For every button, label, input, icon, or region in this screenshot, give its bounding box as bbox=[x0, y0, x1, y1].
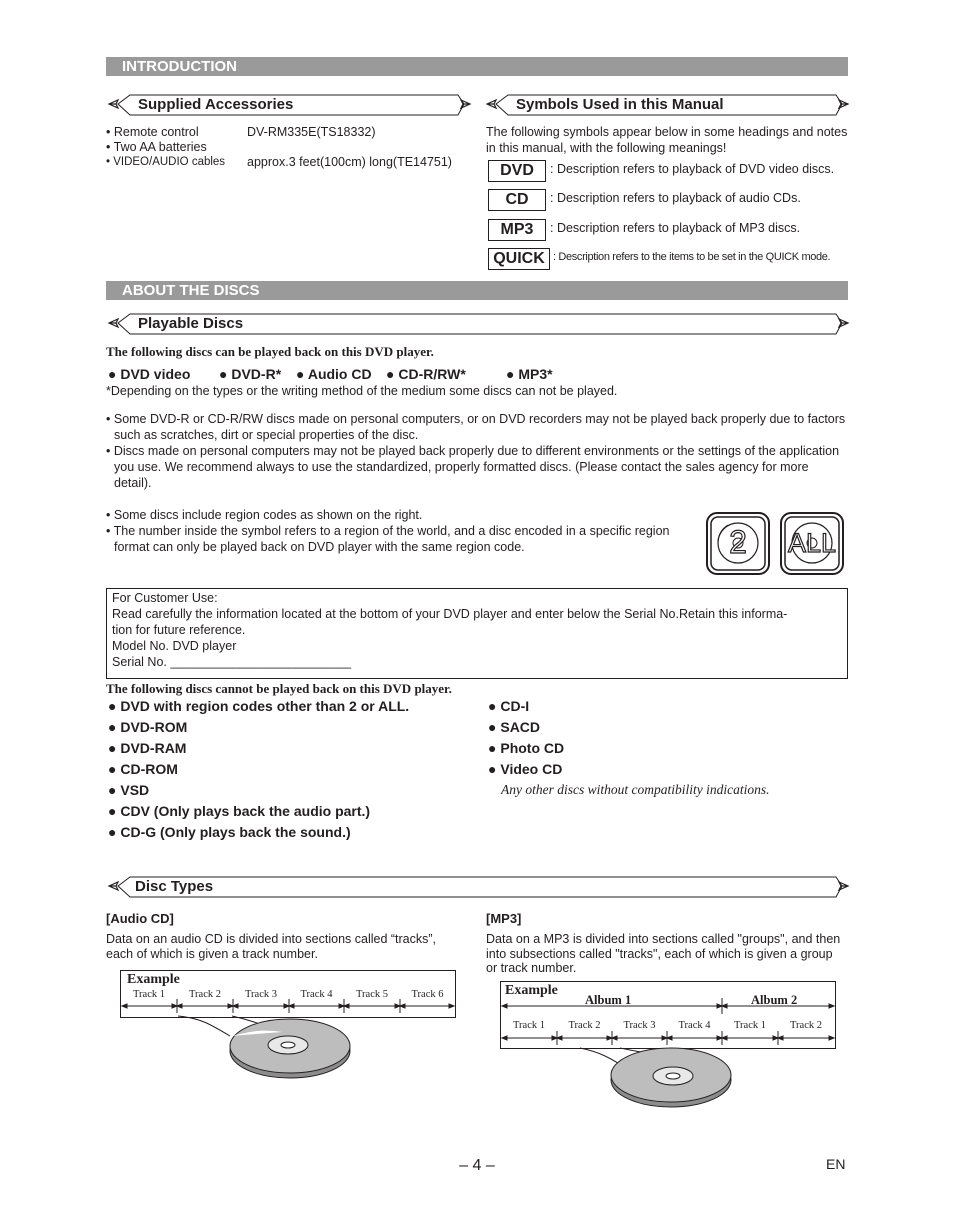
note-item: • Some DVD-R or CD-R/RW discs made on personal computers, or on DVD recorders may not be played back properly due to factors such as scratches, dirt or special properties of the disc. bbox=[106, 412, 846, 442]
note-text: The number inside the symbol refers to a region of the world, and a disc encoded in a specific region format can only be played back on DVD player with the same region code. bbox=[113, 524, 670, 554]
region-code-label: ALL bbox=[787, 528, 837, 558]
other-discs-note: Any other discs without compatibility indications. bbox=[501, 782, 770, 797]
disc-name: Video CD bbox=[500, 761, 563, 777]
section-title: ABOUT THE DISCS bbox=[122, 282, 260, 299]
header-title: Playable Discs bbox=[138, 315, 244, 332]
customer-line: Serial No. __________________________ bbox=[112, 655, 352, 669]
list-item: ● Audio CD bbox=[296, 366, 372, 382]
not-playable-right-list bbox=[488, 696, 828, 780]
note-text: Discs made on personal computers may not be played back properly due to different environments or the settings of the application you use. We recommend always to use the standardized, properly formatted discs. (Please contact the sales agency for more detail). bbox=[113, 444, 840, 490]
disc-name: CD-ROM bbox=[120, 761, 178, 777]
list-item: ● CD-R/RW* bbox=[386, 366, 466, 382]
disc-name: MP3* bbox=[518, 366, 553, 382]
region-notes bbox=[106, 507, 676, 555]
list-item: ● SACD bbox=[488, 719, 541, 735]
list-item: ● DVD-RAM bbox=[108, 740, 187, 756]
note-text: Some discs include region codes as shown on the right. bbox=[113, 508, 423, 522]
list-item: ● Video CD bbox=[488, 761, 563, 777]
track-label: Track 6 bbox=[411, 989, 444, 1000]
disc-name: DVD with region codes other than 2 or ALL. bbox=[120, 698, 410, 714]
list-item bbox=[106, 139, 476, 154]
header-frame-icon bbox=[106, 876, 850, 898]
track-label: Track 2 bbox=[189, 989, 221, 1000]
disc-name: CDV (Only plays back the audio part.) bbox=[120, 803, 371, 819]
track-arrows-icon bbox=[501, 982, 835, 1048]
disc-name: Photo CD bbox=[500, 740, 565, 756]
disc-name: DVD-R* bbox=[231, 366, 282, 382]
album-label: Album 1 bbox=[585, 993, 632, 1007]
customer-line: tion for future reference. bbox=[112, 623, 246, 637]
track-label: Track 1 bbox=[513, 1020, 545, 1031]
playable-lead: The following discs can be played back on this DVD player. bbox=[106, 344, 434, 359]
track-label: Track 1 bbox=[133, 989, 165, 1000]
customer-line: For Customer Use: bbox=[112, 591, 218, 605]
track-label: Track 4 bbox=[300, 989, 333, 1000]
symbols-header bbox=[484, 94, 850, 116]
audio-disc-icon bbox=[170, 1010, 370, 1100]
disc-name: DVD-ROM bbox=[120, 719, 188, 735]
region-2-icon bbox=[706, 512, 770, 575]
disc-name: DVD-RAM bbox=[120, 740, 187, 756]
mp3-heading: [MP3] bbox=[486, 911, 522, 926]
list-item: ● DVD with region codes other than 2 or ALL. bbox=[108, 698, 410, 714]
page-number: – 4 – bbox=[459, 1157, 495, 1174]
dvd-symbol-icon: DVD bbox=[488, 160, 546, 182]
audio-cd-heading: [Audio CD] bbox=[106, 911, 174, 926]
list-item: ● CD-G (Only plays back the sound.) bbox=[108, 824, 351, 840]
example-label: Example bbox=[127, 972, 180, 987]
symbol-description: : Description refers to the items to be set in the QUICK mode. bbox=[553, 251, 831, 263]
item-name: • VIDEO/AUDIO cables bbox=[106, 156, 226, 168]
track-label: Track 3 bbox=[245, 989, 277, 1000]
quick-symbol-icon: QUICK bbox=[488, 248, 550, 270]
list-item: ● CDV (Only plays back the audio part.) bbox=[108, 803, 371, 819]
album-label: Album 2 bbox=[751, 993, 798, 1007]
cd-symbol-icon: CD bbox=[488, 189, 546, 211]
section-title: INTRODUCTION bbox=[122, 58, 237, 75]
list-item: ● VSD bbox=[108, 782, 150, 798]
note-item: • Discs made on personal computers may not be played back properly due to different environments or the settings of the application you use. We recommend always to use the standardized, properly formatted discs. (Please contact the sales agency for more detail). bbox=[106, 444, 840, 490]
disc-name: Audio CD bbox=[307, 366, 372, 382]
list-item: ● DVD-R* bbox=[219, 366, 282, 382]
disc-name: VSD bbox=[120, 782, 150, 798]
customer-line: Read carefully the information located at the bottom of your DVD player and enter below the Serial No.Retain this informa- bbox=[112, 607, 788, 621]
mp3-text: Data on a MP3 is divided into sections called "groups", and then into subsections called "tracks", each of which is given a group or track number. bbox=[486, 932, 841, 975]
list-item bbox=[106, 124, 476, 139]
symbol-description: : Description refers to playback of DVD video discs. bbox=[550, 162, 835, 176]
track-label: Track 2 bbox=[568, 1020, 601, 1031]
section-bar-about-discs bbox=[106, 281, 848, 300]
not-playable-lead: The following discs cannot be played back on this DVD player. bbox=[106, 681, 452, 696]
note-item: • Some discs include region codes as shown on the right. bbox=[106, 508, 423, 522]
item-name: • Two AA batteries bbox=[106, 140, 207, 154]
list-item: ● MP3* bbox=[506, 366, 553, 382]
track-label: Track 4 bbox=[678, 1020, 711, 1031]
language-label: EN bbox=[826, 1156, 846, 1172]
example-label: Example bbox=[505, 983, 558, 998]
track-label: Track 1 bbox=[734, 1020, 766, 1031]
playable-discs-header bbox=[106, 313, 850, 335]
mp3-symbol-icon: MP3 bbox=[488, 219, 546, 241]
region-all-icon bbox=[780, 512, 844, 575]
list-item: ● DVD-ROM bbox=[108, 719, 188, 735]
symbol-description: : Description refers to playback of audio CDs. bbox=[550, 191, 801, 205]
supplied-list bbox=[106, 124, 476, 169]
not-playable-left-list bbox=[108, 696, 478, 843]
disc-name: CD-I bbox=[500, 698, 530, 714]
symbols-intro: The following symbols appear below in some headings and notes in this manual, with the following meanings! bbox=[486, 125, 848, 155]
track-label: Track 3 bbox=[623, 1020, 656, 1031]
audio-cd-text: Data on an audio CD is divided into sections called “tracks”, each of which is given a track number. bbox=[106, 932, 437, 961]
customer-use-box bbox=[106, 588, 848, 679]
track-label: Track 5 bbox=[356, 989, 388, 1000]
playable-notes bbox=[106, 411, 846, 491]
supplied-accessories-header bbox=[106, 94, 472, 116]
region-code-label: 2 bbox=[729, 524, 747, 560]
symbol-description: : Description refers to playback of MP3 discs. bbox=[550, 221, 801, 235]
section-bar-introduction bbox=[106, 57, 848, 76]
track-label: Track 2 bbox=[790, 1020, 822, 1031]
mp3-disc-icon bbox=[560, 1040, 760, 1120]
playable-footnote: *Depending on the types or the writing method of the medium some discs can not be played. bbox=[106, 384, 618, 398]
disc-name: CD-R/RW* bbox=[398, 366, 466, 382]
disc-name: DVD video bbox=[120, 366, 191, 382]
note-item: • The number inside the symbol refers to a region of the world, and a disc encoded in a specific region format can only be played back on DVD player with the same region code. bbox=[106, 524, 670, 554]
note-text: Some DVD-R or CD-R/RW discs made on personal computers, or on DVD recorders may not be played back properly due to factors such as scratches, dirt or special properties of the disc. bbox=[113, 412, 846, 442]
disc-name: SACD bbox=[500, 719, 541, 735]
item-value: DV-RM335E(TS18332) bbox=[247, 125, 376, 139]
header-title: Supplied Accessories bbox=[138, 96, 294, 113]
customer-line: Model No. DVD player bbox=[112, 639, 237, 653]
header-title: Symbols Used in this Manual bbox=[516, 96, 724, 113]
disc-name: CD-G (Only plays back the sound.) bbox=[120, 824, 351, 840]
mp3-example-box bbox=[500, 981, 836, 1049]
item-value: approx.3 feet(100cm) long(TE14751) bbox=[247, 155, 452, 169]
list-item: ● DVD video bbox=[108, 366, 191, 382]
list-item bbox=[106, 154, 476, 169]
header-title: Disc Types bbox=[135, 878, 214, 895]
item-name: • Remote control bbox=[106, 125, 199, 139]
list-item: ● CD-I bbox=[488, 698, 530, 714]
list-item: ● CD-ROM bbox=[108, 761, 178, 777]
list-item: ● Photo CD bbox=[488, 740, 565, 756]
disc-types-header bbox=[106, 876, 850, 898]
